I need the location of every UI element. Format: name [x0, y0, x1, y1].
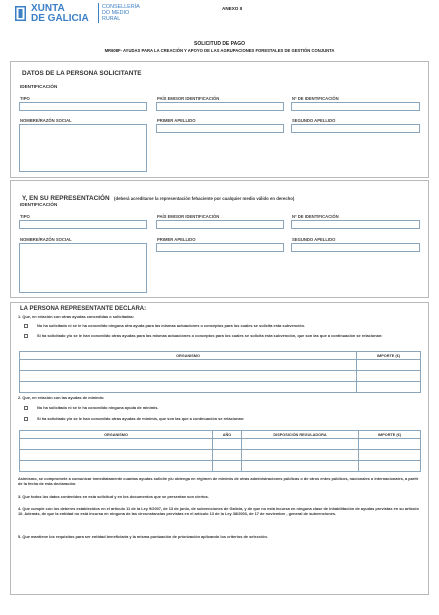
representative-pais-field[interactable]: [156, 220, 284, 229]
applicant-pais-field[interactable]: [156, 102, 284, 111]
table-row[interactable]: [20, 371, 421, 382]
applicant-identification-label: IDENTIFICACIÓN: [20, 84, 58, 89]
table-row[interactable]: [20, 439, 421, 450]
table-header-organismo: ORGANISMO: [20, 352, 357, 360]
applicant-primer-apellido-label: PRIMER APELLIDO: [157, 118, 196, 123]
representative-nombre-label: NOMBRE/RAZÓN SOCIAL: [20, 237, 72, 242]
item1-no-aid-checkbox[interactable]: [24, 324, 28, 328]
applicant-segundo-apellido-field[interactable]: [291, 124, 420, 133]
declaration-item-2: 2. Que, en relación con las ayudas de minimis:: [18, 395, 105, 400]
representative-heading-note: (deberá acreditarse la representación fehaciente por cualquier medio válido en derecho): [114, 196, 295, 201]
other-aid-table: [19, 351, 421, 393]
representative-tipo-field[interactable]: [19, 220, 147, 229]
representative-segundo-apellido-field[interactable]: [291, 243, 420, 252]
item1-other-aid-checkbox[interactable]: [24, 334, 28, 338]
representative-tipo-label: TIPO: [20, 214, 30, 219]
dept-line-3: RURAL: [102, 16, 121, 23]
representative-heading-row: [22, 187, 294, 205]
applicant-numero-label: Nº DE IDENTIFICACIÓN: [292, 96, 339, 101]
applicant-pais-label: PAÍS EMISOR IDENTIFICACIÓN: [157, 96, 220, 101]
table-row[interactable]: [20, 382, 421, 393]
xunta-emblem-icon: [14, 5, 27, 22]
table-header-disposicion: DISPOSICIÓN REGULADORA: [242, 431, 359, 439]
applicant-segundo-apellido-label: SEGUNDO APELLIDO: [292, 118, 336, 123]
applicant-nombre-field[interactable]: [19, 124, 147, 172]
representative-numero-field[interactable]: [291, 220, 420, 229]
table-row[interactable]: [20, 360, 421, 371]
dept-line-2: DO MEDIO: [102, 10, 130, 17]
form-title: SOLICITUD DE PAGO: [193, 41, 246, 47]
declaration-item-5: 5. Que mantiene los requisitos para ser entidad beneficiaria y la misma puntuación de priorización aplicando los criterios de selección.: [18, 534, 268, 539]
brand-name: [31, 4, 89, 24]
representative-primer-apellido-field[interactable]: [156, 243, 284, 252]
representative-segundo-apellido-label: SEGUNDO APELLIDO: [292, 237, 336, 242]
minimis-commitment-text: Asimismo, se compromete a comunicar inmediatamente cuantas ayudas solicite y/u obtenga en régimen de minimis de otras administraciones públicas o de otros entes públicos, nacionales o internacionales, a partir de la fecha de esta declaración.: [18, 476, 419, 487]
table-header-row: [20, 352, 421, 360]
table-header-importe: IMPORTE (€): [357, 352, 421, 360]
form-subtitle: MR608F- AYUDAS PARA LA CREACIÓN Y APOYO DE LAS AGRUPACIONES FORESTALES DE GESTIÓN CONJUNTA: [104, 48, 335, 53]
brand-line-2: DE GALICIA: [31, 13, 89, 24]
representative-numero-label: Nº DE IDENTIFICACIÓN: [292, 214, 339, 219]
applicant-nombre-label: NOMBRE/RAZÓN SOCIAL: [20, 118, 72, 123]
representative-heading: Y, EN SU REPRESENTACIÓN: [22, 195, 110, 202]
brand-line-1: XUNTA: [31, 3, 65, 14]
item2-no-minimis-text: No ha solicitado ni se le ha concedido ninguna ayuda de minimis.: [37, 405, 159, 410]
representative-primer-apellido-label: PRIMER APELLIDO: [157, 237, 196, 242]
applicant-heading: DATOS DE LA PERSONA SOLICITANTE: [22, 70, 142, 77]
declaration-item-3: 3. Que todos los datos contenidos en esta solicitud y en los documentos que se presentan son ciertos.: [18, 494, 209, 499]
applicant-primer-apellido-field[interactable]: [156, 124, 284, 133]
item1-no-aid-text: No ha solicitado ni se le ha concedido ninguna otra ayuda para las mismas actuaciones o conceptos para los cuales se solicita esta subvención.: [37, 323, 306, 328]
item2-no-minimis-checkbox[interactable]: [24, 406, 28, 410]
item2-other-minimis-checkbox[interactable]: [24, 417, 28, 421]
item1-other-aid-text: Sí ha solicitado y/o se le han concedido otras ayudas para las mismas actuaciones o conceptos para los cuales se solicita esta subvención, que son las que a continuación se relacionan:: [37, 333, 383, 338]
table-row[interactable]: [20, 450, 421, 461]
applicant-tipo-label: TIPO: [20, 96, 30, 101]
brand-divider: [98, 3, 99, 23]
table-row[interactable]: [20, 461, 421, 472]
item2-other-minimis-text: Sí ha solicitado y/o se le han concedido otras ayudas de minimis, que son las que a continuación se relacionan:: [37, 416, 245, 421]
annex-label: ANEXO II: [222, 6, 243, 11]
table-header-row: [20, 431, 421, 439]
table-header-ano: AÑO: [213, 431, 242, 439]
table-header-organismo: ORGANISMO: [20, 431, 213, 439]
applicant-tipo-field[interactable]: [19, 102, 147, 111]
declaration-item-1: 1. Que, en relación con otras ayudas concedidas o solicitadas:: [18, 314, 135, 319]
representative-nombre-field[interactable]: [19, 243, 147, 293]
declaration-item-4: 4. Que cumple con los deberes establecidos en el artículo 11 de la Ley 9/2007, de 13 de junio, de subvenciones de Galicia, y de que no está incursa en ninguna clase de inhabilitación de ayudas previstas en su artículo 10. Además, de que la entidad no está incursa en ninguna de las circunstancias previstas en el artículo 13 de la Ley 38/2003, de 17 de noviembre , general de subvenciones.: [18, 506, 419, 517]
minimis-aid-table: [19, 430, 421, 472]
table-header-importe: IMPORTE (€): [359, 431, 421, 439]
dept-line-1: CONSELLERÍA: [102, 4, 140, 10]
representative-pais-label: PAÍS EMISOR IDENTIFICACIÓN: [157, 214, 220, 219]
department-name: [102, 4, 140, 23]
declaration-heading: LA PERSONA REPRESENTANTE DECLARA:: [20, 306, 147, 312]
applicant-numero-field[interactable]: [291, 102, 420, 111]
representative-identification-label: IDENTIFICACIÓN: [20, 202, 58, 207]
